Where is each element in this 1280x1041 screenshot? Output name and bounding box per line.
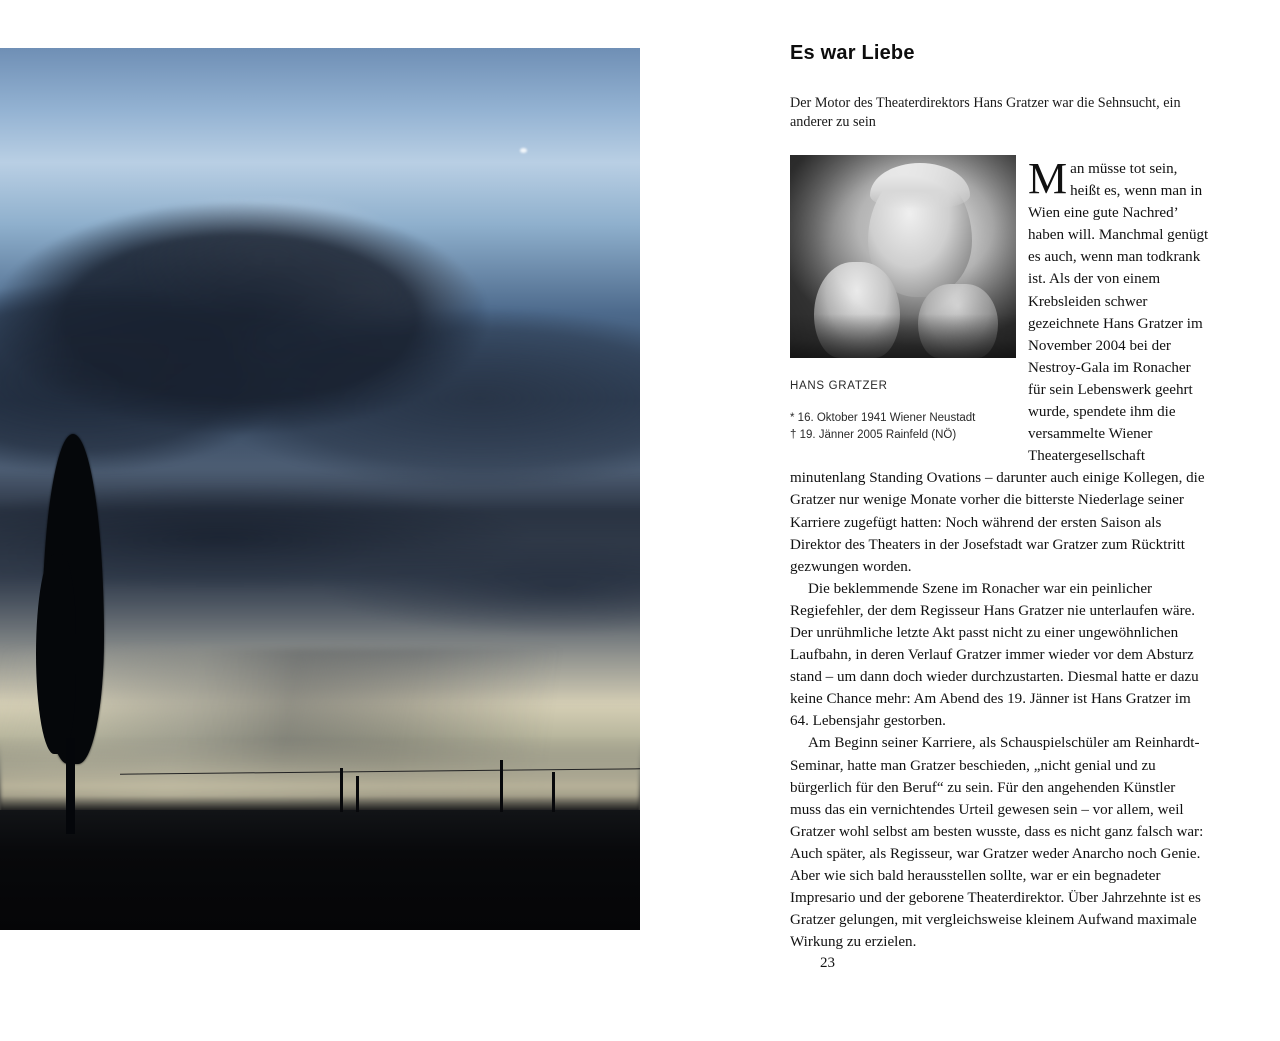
body-paragraph-3: Am Beginn seiner Karriere, als Schauspielschüler am Reinhardt-Seminar, hatte man Gratzer beschieden, „nicht genial und zu bürgerlich für den Beruf“ zu sein. Für den angehenden Künstler muss das ein vernichtendes Urteil gewesen sein – vor allem, weil Gratzer wohl selbst am besten wusste, dass es nicht ganz falsch war: Auch später, als Regisseur, war Gratzer weder Anarcho noch Genie. Aber wie sich bald herausstellen sollte, war er ein begnadeter Impresario und der geborene Theaterdirektor. Über Jahrzehnte ist es Gratzer gelungen, mit vergleichsweise kleinem Aufwand maximale Wirkung zu erzielen. bbox=[790, 735, 1204, 951]
utility-pole bbox=[552, 772, 555, 812]
utility-pole bbox=[340, 768, 343, 812]
portrait-vignette bbox=[790, 155, 1016, 358]
utility-pole bbox=[356, 776, 359, 812]
page-title: Es war Liebe bbox=[790, 42, 915, 64]
tree-crown-secondary bbox=[36, 554, 76, 754]
portrait-caption-dates: * 16. Oktober 1941 Wiener Neustadt † 19. Jänner 2005 Rainfeld (NÖ) bbox=[790, 412, 976, 441]
portrait-block bbox=[790, 155, 1020, 444]
body-paragraph-2: Die beklemmende Szene im Ronacher war ein peinlicher Regiefehler, der dem Regisseur Hans Gratzer nie unterlaufen wäre. Der unrühmliche letzte Akt passt nicht zu einer ungewöhnlichen Laufbahn, in deren Verlauf Gratzer immer wieder vor dem Absturz stand – um dann doch wieder durchzustarten. Diesmal hatte er dazu keine Chance mehr: Am Abend des 19. Jänner ist Hans Gratzer im 64. Lebensjahr gestorben. bbox=[790, 580, 1199, 730]
tree-trunk bbox=[66, 738, 75, 834]
drop-cap: M bbox=[1028, 154, 1068, 203]
small-cloud-speck bbox=[520, 148, 527, 153]
street-lamp bbox=[500, 760, 503, 812]
cloudscape-with-cypress-photo bbox=[0, 48, 640, 930]
portrait-caption-name: HANS GRATZER bbox=[790, 380, 888, 392]
article-page bbox=[790, 0, 1210, 1041]
page-number: 23 bbox=[820, 955, 835, 971]
body-paragraph-1-text: an müsse tot sein, heißt es, wenn man in Wien eine gute Nachred’ haben will. Manchmal genügt es auch, wenn man todkrank ist. Als der von einem Krebsleiden schwer gezeichnete Hans Gratzer im November 2004 bei der Nestroy-Gala im Ronacher für sein Lebenswerk geehrt wurde, spendete ihm die versammelte Wiener Theatergesellschaft minutenlang Standing Ovations – darunter auch einige Kollegen, die Gratzer nur wenige Monate vorher die bitterste Niederlage seiner Karriere zugefügt hatten: Noch während der ersten Saison als Direktor des Theaters in der Josefstadt war Gratzer zum Rücktritt gezwungen worden. bbox=[790, 161, 1209, 575]
article-standfirst: Der Motor des Theaterdirektors Hans Gratzer war die Sehnsucht, ein anderer zu sein bbox=[790, 95, 1181, 130]
overhead-wire bbox=[120, 768, 640, 774]
cypress-tree-silhouette bbox=[36, 434, 110, 834]
portrait-hans-gratzer bbox=[790, 155, 1016, 358]
